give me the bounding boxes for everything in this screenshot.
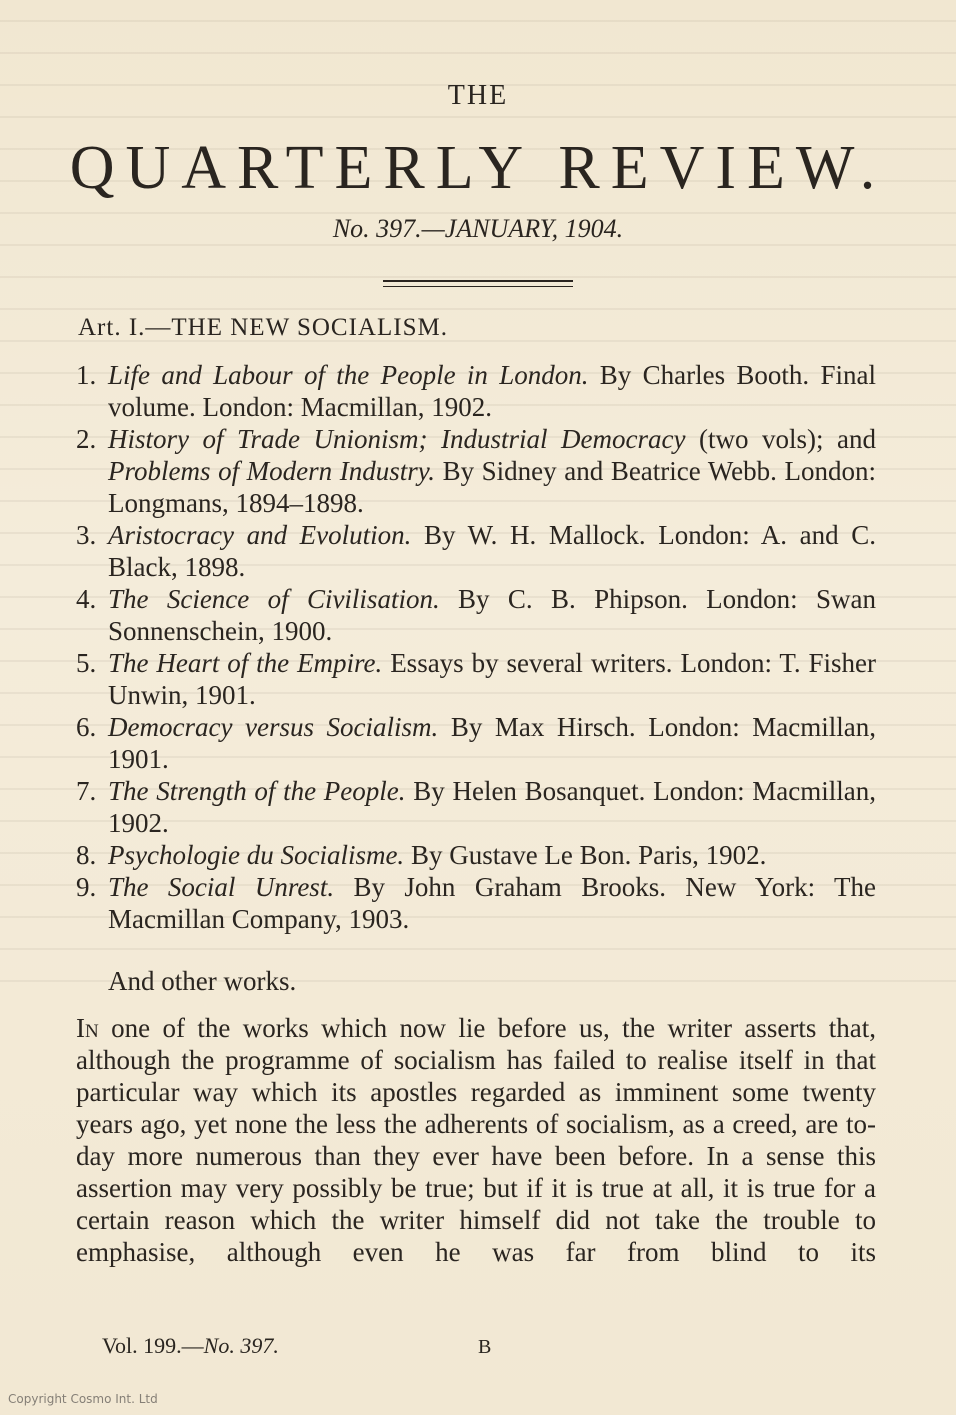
item-title: The Strength of the People. (108, 776, 406, 806)
bibliography-item (76, 519, 876, 583)
item-details: By Max Hirsch. London: Macmillan, 1901. (108, 712, 876, 774)
bibliography-item (76, 711, 876, 775)
item-number: 2. (76, 424, 97, 454)
item-number: 9. (76, 872, 97, 902)
issue-line: No. 397.—JANUARY, 1904. (332, 214, 624, 243)
bibliography-item (76, 839, 876, 871)
item-details: By Charles Booth. Final volume. London: Macmillan, 1902. (108, 360, 877, 422)
item-title: The Science of Civilisation. (108, 584, 440, 614)
item-title-secondary: Problems of Modern Industry. (108, 456, 435, 486)
item-title: Aristocracy and Evolution. (108, 520, 412, 550)
item-details: By W. H. Mallock. London: A. and C. Black, 1898. (108, 520, 877, 582)
double-rule-bottom (383, 286, 573, 287)
issue-number: No. 397. (203, 1333, 279, 1358)
header-the: THE (447, 80, 509, 111)
item-details: By John Graham Brooks. New York: The Macmillan Company, 1903. (108, 872, 876, 934)
article-heading: Art. I.—THE NEW SOCIALISM. (78, 314, 448, 341)
item-title: Democracy versus Socialism. (108, 712, 439, 742)
item-number: 1. (76, 360, 97, 390)
bibliography-item (76, 359, 876, 423)
item-number: 3. (76, 520, 97, 550)
item-number: 5. (76, 648, 97, 678)
volume-label: Vol. 199.— (102, 1333, 204, 1358)
item-title: History of Trade Unionism; Industrial Democracy (108, 424, 686, 454)
bibliography-item (76, 647, 876, 711)
item-number: 4. (76, 584, 97, 614)
volume-footer (102, 1333, 279, 1359)
item-details: (two vols); and (685, 424, 876, 454)
signature-mark: B (478, 1336, 492, 1358)
item-details: By C. B. Phipson. London: Swan Sonnenschein, 1900. (108, 584, 876, 646)
item-number: 6. (76, 712, 97, 742)
item-details: Essays by several writers. London: T. Fisher Unwin, 1901. (108, 648, 876, 710)
item-title: Psychologie du Socialisme. (108, 840, 405, 870)
bibliography-item (76, 583, 876, 647)
item-number: 8. (76, 840, 97, 870)
item-details: By Gustave Le Bon. Paris, 1902. (404, 840, 767, 870)
drop-word: In (76, 1013, 99, 1043)
item-number: 7. (76, 776, 97, 806)
body-text: one of the works which now lie before us, the writer asserts that, although the programme of socialism has failed to realise itself in that particular way which its apostles regarded as imminent some twenty years ago, yet none the less the adherents of socialism, as a creed, are to-day more numerous than they ever have been before. In a sense this assertion may very possibly be true; but if it is true at all, it is true for a certain reason which the writer himself did not take the trouble to emphasise, although even he was far from blind to its (76, 1013, 876, 1267)
double-rule-top (383, 280, 573, 282)
item-details-secondary: By Sidney and Beatrice Webb. London: Longmans, 1894–1898. (108, 456, 876, 518)
bibliography-item (76, 423, 876, 519)
item-title: The Heart of the Empire. (108, 648, 383, 678)
item-title: The Social Unrest. (108, 872, 335, 902)
journal-title: QUARTERLY REVIEW. (69, 134, 887, 202)
copyright-watermark: Copyright Cosmo Int. Ltd (8, 1392, 158, 1406)
bibliography-list (76, 359, 876, 935)
item-title: Life and Labour of the People in London. (108, 360, 589, 390)
bibliography-item (76, 871, 876, 935)
item-details: By Helen Bosanquet. London: Macmillan, 1902. (108, 776, 876, 838)
other-works-note: And other works. (108, 966, 297, 996)
article-body-paragraph (76, 1012, 876, 1268)
bibliography-item (76, 775, 876, 839)
